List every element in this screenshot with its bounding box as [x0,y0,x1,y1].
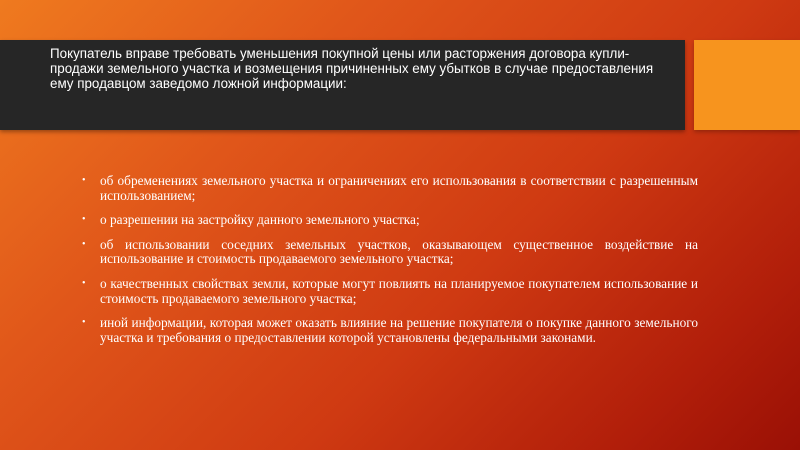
bullet-icon: • [82,277,86,289]
list-item [82,174,698,203]
title-bar [0,40,685,130]
accent-block [694,40,800,130]
bullet-text: о качественных свойствах земли, которые могут повлиять на планируемое покупателем использование и стоимость продаваемого земельного участка; [100,275,698,306]
bullet-icon: • [82,238,86,250]
bullet-text: иной информации, которая может оказать влияние на решение покупателя о покупке данного земельного участка и требования о предоставлении которой установлены федеральными законами. [100,315,698,345]
bullet-icon: • [82,214,86,226]
list-item [82,316,698,345]
list-item [82,277,698,306]
list-item [82,238,698,267]
bullet-list [82,174,698,355]
bullet-text: о разрешении на застройку данного земельного участка; [100,212,420,228]
bullet-icon: • [82,175,86,186]
bullet-icon: • [82,317,86,329]
slide-title: Покупатель вправе требовать уменьшения покупной цены или расторжения договора купли-продажи земельного участка и возмещения причиненных ему убытков в случае предоставления ему продавцом заведомо ложной информации: [50,46,654,92]
bullet-text: об использовании соседних земельных участков, оказывающем существенное воздействие на использование и стоимость продаваемого земельного участка; [100,236,698,267]
bullet-text: об обременениях земельного участка и ограничениях его использования в соответствии с разрешенным использованием; [100,173,698,203]
list-item [82,213,698,228]
